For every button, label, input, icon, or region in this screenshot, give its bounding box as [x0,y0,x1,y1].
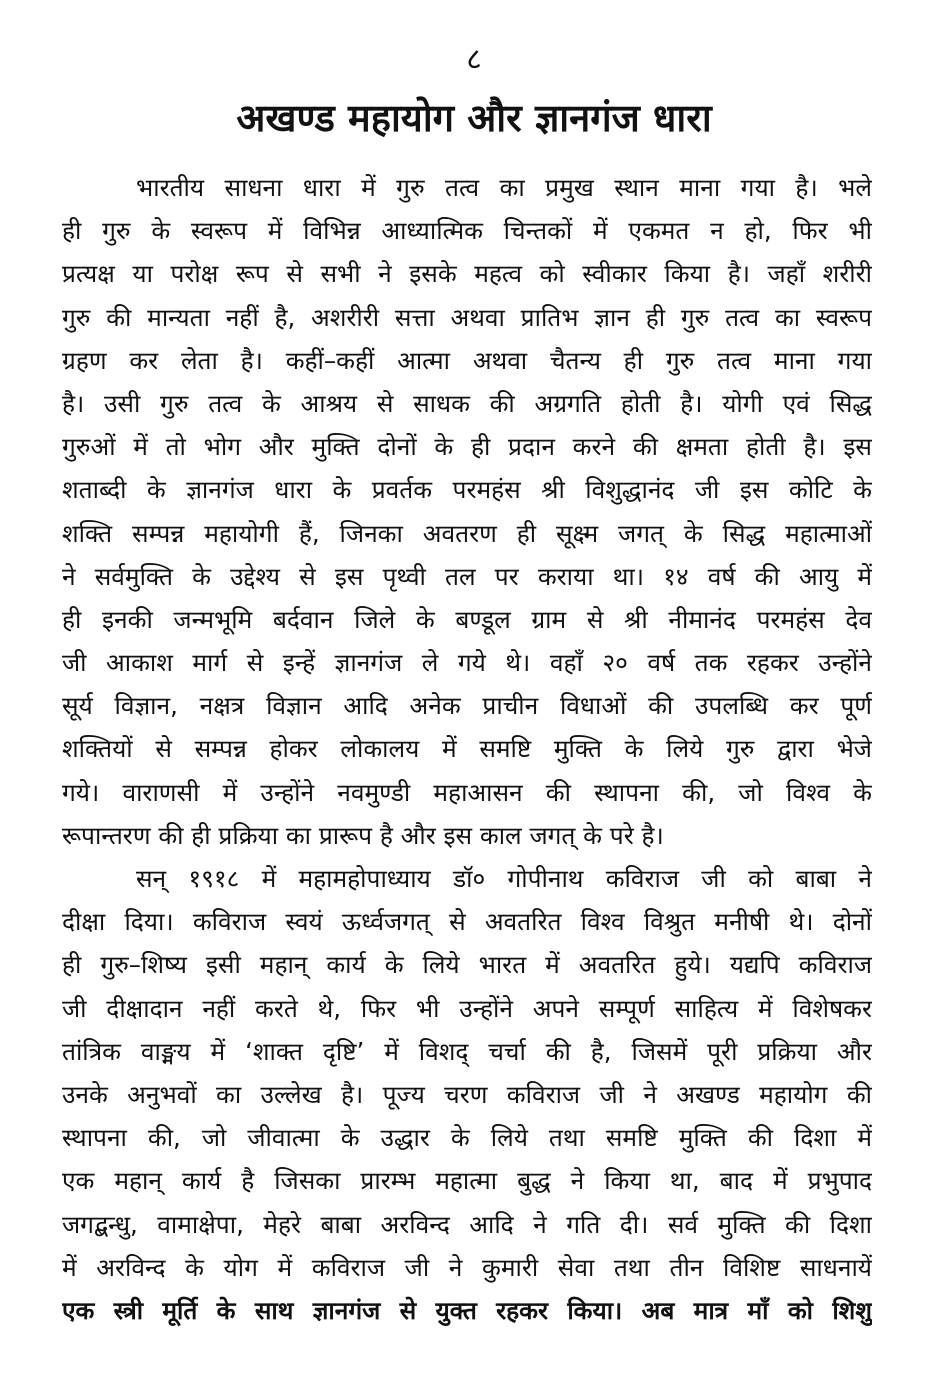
text-line: गुरु की मान्यता नहीं है, अशरीरी सत्ता अथवा प्रातिभ ज्ञान ही गुरु तत्व का स्वरूप [62,302,872,332]
text-line: एक स्त्री मूर्ति के साथ ज्ञानगंज से युक्त रहकर किया। अब मात्र माँ को शिशु [62,1295,872,1325]
text-line: शक्ति सम्पन्न महायोगी हैं, जिनका अवतरण ही सूक्ष्म जगत् के सिद्ध महात्माओं [62,518,872,548]
text-line: गुरुओं में तो भोग और मुक्ति दोनों के ही प्रदान करने की क्षमता होती है। इस [62,432,872,462]
text-line: स्थापना की, जो जीवात्मा के उद्धार के लिये तथा समष्टि मुक्ति की दिशा में [62,1123,872,1153]
text-line: उनके अनुभवों का उल्लेख है। पूज्य चरण कविराज जी ने अखण्ड महायोग की [62,1079,872,1109]
chapter-title: अखण्ड महायोग और ज्ञानगंज धारा [236,96,712,140]
text-line: गये। वाराणसी में उन्होंने नवमुण्डी महाआसन की स्थापना की, जो विश्व के [62,777,872,807]
text-line: ने सर्वमुक्ति के उद्देश्य से इस पृथ्वी तल पर कराया था। १४ वर्ष की आयु में [62,561,872,591]
text-line: जी दीक्षादान नहीं करते थे, फिर भी उन्होंने अपने सम्पूर्ण साहित्य में विशेषकर [62,993,872,1023]
body-text [62,166,872,1332]
text-line: जगद्बन्धु, वामाक्षेपा, मेहरे बाबा अरविन्द आदि ने गति दी। सर्व मुक्ति की दिशा [62,1209,872,1239]
text-line: ही गुरु के स्वरूप में विभिन्न आध्यात्मिक चिन्तकों में एकमत न हो, फिर भी [62,216,872,246]
text-line: शक्तियों से सम्पन्न होकर लोकालय में समष्टि मुक्ति के लिये गुरु द्वारा भेजे [62,734,872,764]
text-line: जी आकाश मार्ग से इन्हें ज्ञानगंज ले गये थे। वहाँ २० वर्ष तक रहकर उन्होंने [62,648,872,678]
text-line: तांत्रिक वाङ्मय में ‘शाक्त दृष्टि’ में विशद् चर्चा की है, जिसमें पूरी प्रक्रिया और [62,1036,872,1066]
text-line: ग्रहण कर लेता है। कहीं–कहीं आत्मा अथवा चैतन्य ही गुरु तत्व माना गया [62,345,872,375]
text-line: प्रत्यक्ष या परोक्ष रूप से सभी ने इसके महत्व को स्वीकार किया है। जहाँ शरीरी [62,259,872,289]
text-line: सूर्य विज्ञान, नक्षत्र विज्ञान आदि अनेक प्राचीन विधाओं की उपलब्धि कर पूर्ण [62,691,872,721]
text-line: में अरविन्द के योग में कविराज जी ने कुमारी सेवा तथा तीन विशिष्ट साधनायें [62,1252,872,1282]
text-line: है। उसी गुरु तत्व के आश्रय से साधक की अग्रगति होती है। योगी एवं सिद्ध [62,388,872,418]
text-line: सन् १९१८ में महामहोपाध्याय डॉ० गोपीनाथ कविराज जी को बाबा ने [136,864,872,893]
text-line: ही गुरु–शिष्य इसी महान् कार्य के लिये भारत में अवतरित हुये। यद्यपि कविराज [62,950,872,980]
text-line: दीक्षा दिया। कविराज स्वयं ऊर्ध्वजगत् से अवतरित विश्व विश्रुत मनीषी थे। दोनों [62,907,872,937]
page-number: ८ [466,42,482,77]
text-line: रूपान्तरण की ही प्रक्रिया का प्रारूप है और इस काल जगत् के परे है। [62,820,664,850]
text-line: शताब्दी के ज्ञानगंज धारा के प्रवर्तक परमहंस श्री विशुद्धानंद जी इस कोटि के [62,475,872,505]
text-line: भारतीय साधना धारा में गुरु तत्व का प्रमुख स्थान माना गया है। भले [136,173,872,202]
text-line: एक महान् कार्य है जिसका प्रारम्भ महात्मा बुद्ध ने किया था, बाद में प्रभुपाद [62,1166,872,1196]
text-line: ही इनकी जन्मभूमि बर्दवान जिले के बण्डूल ग्राम से श्री नीमानंद परमहंस देव [62,604,872,634]
